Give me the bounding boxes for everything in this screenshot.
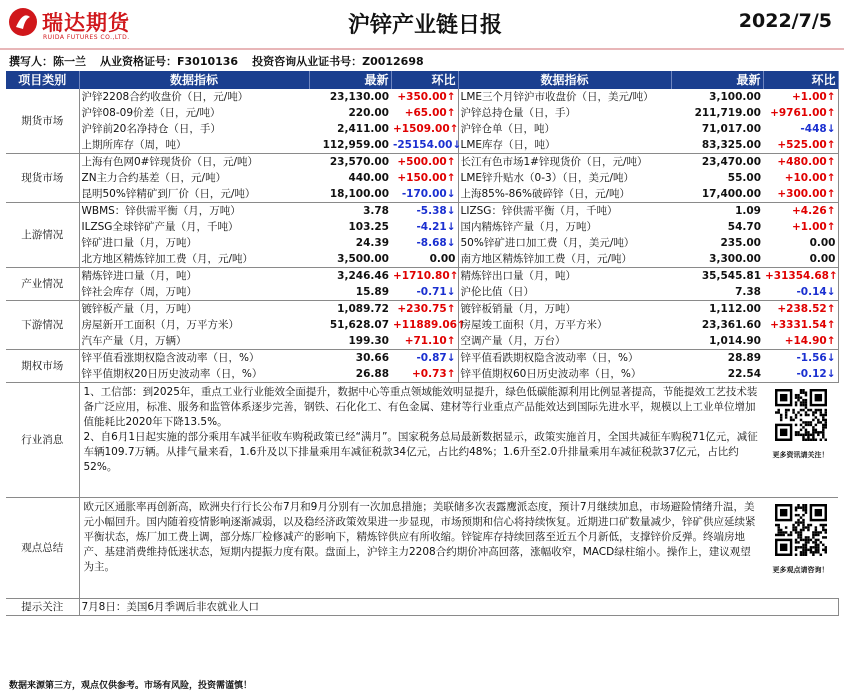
column-header: 最新 [671,71,763,89]
latest-value: 30.66 [355,351,389,364]
report-header [0,0,844,46]
change-value: -8.68↓ [391,235,458,251]
change-value: +150.00↑ [391,170,458,186]
change-value: +350.00↑ [391,89,458,105]
indicator-name: 汽车产量（月，万辆） [79,333,309,350]
table-row [6,203,838,220]
latest-value: 1.09 [735,204,761,217]
change-value: +1710.80↑ [391,268,458,285]
latest-value: 103.25 [348,220,389,233]
industry-news-row [6,383,838,498]
latest-value: 1,014.90 [671,333,763,350]
author-name: 撰写人：陈一兰 [9,55,86,68]
change-value: +71.10↑ [391,333,458,350]
change-value: +525.00↑ [763,137,838,154]
author-consult-cert: 投资咨询从业证书号：Z0012698 [252,55,424,68]
indicator-name: 沪伦比值（日） [458,284,671,301]
indicator-name: 南方地区精炼锌加工费（月，元/吨） [458,251,671,268]
column-header: 环比 [763,71,838,89]
latest-value: 54.70 [727,220,761,233]
table-row [6,121,838,137]
category-cell: 下游情况 [6,301,79,350]
qr-cell [763,383,838,498]
industry-news-text [79,383,763,498]
change-value: -4.21↓ [391,219,458,235]
indicator-name: 镀锌板销量（月，万吨） [460,302,576,315]
qr-code-icon [770,504,832,556]
indicator-name: 空调产量（月，万台） [458,333,671,350]
qr-code-icon [770,389,832,441]
change-value: 0.00 [391,251,458,268]
column-header: 数据指标 [458,71,671,89]
indicator-name: 房屋新开工面积（月，万平方米） [81,318,239,331]
table-row [6,301,838,318]
ruida-logo-icon [8,7,38,37]
latest-value: 1,089.72 [337,302,389,315]
change-value: -0.71↓ [391,284,458,301]
indicator-name: ZN主力合约基差（日，元/吨） [81,171,227,184]
table-row [6,89,838,105]
table-row [6,366,838,383]
indicator-name: 锌平值期权20日历史波动率（日，%） [79,366,309,383]
qr-caption: 更多资讯请关注！ [772,451,829,459]
latest-value: 199.30 [309,333,391,350]
latest-value: 2,411.00 [337,122,389,135]
change-value: -1.56↓ [763,350,838,367]
latest-value: 51,628.07 [329,318,389,331]
latest-value: 3,100.00 [709,90,761,103]
change-value: +65.00↑ [391,105,458,121]
category-cell: 现货市场 [6,154,79,203]
table-row [6,137,838,154]
table-row [6,105,838,121]
change-value: +9761.00↑ [763,105,838,121]
category-cell: 期货市场 [6,89,79,154]
qr-caption: 更多观点请咨询！ [772,566,829,574]
change-value: +0.73↑ [391,366,458,383]
change-value: 0.00 [763,251,838,268]
table-header-row [6,71,838,89]
indicator-name: 锌平值期权60日历史波动率（日，%） [458,366,671,383]
news-item-2: 2、自6月1日起实施的部分乘用车减半征收车购税政策已经“满月”。国家税务总局最新数据显示，政策实施首月，全国共减征车购税71亿元，减征车辆109.7万辆。从排气量来看，1.6升及以下排量乘用车减征税款34亿元，占比约48%；1.6升至2.0升排量乘用车减征税款37亿元，占比约52%。 [83,431,758,473]
latest-value: 235.00 [720,236,761,249]
logo-text-en: RUIDA FUTURES CO.,LTD. [43,34,130,41]
change-value: +11889.06↑ [391,317,458,333]
change-value: -0.14↓ [763,284,838,301]
latest-value: 3.78 [363,204,389,217]
table-row [6,251,838,268]
notice-text: 7月8日：美国6月季调后非农就业人口 [79,599,838,616]
column-header: 环比 [391,71,458,89]
change-value: +238.52↑ [763,301,838,318]
latest-value: 35,545.81 [701,269,761,282]
header-divider [0,48,844,50]
latest-value: 28.89 [727,351,761,364]
indicator-name: WBMS：锌供需平衡（月，万吨） [81,204,241,217]
table-row [6,219,838,235]
change-value: +300.00↑ [763,186,838,203]
latest-value: 220.00 [348,106,389,119]
change-value: -0.87↓ [391,350,458,367]
indicator-name: LME三个月锌沪市收盘价（日，美元/吨） [460,90,654,103]
indicator-name: 沪锌2208合约收盘价（日，元/吨） [81,90,249,103]
indicator-name: 上海85%-86%破碎锌（日，元/吨） [458,186,671,203]
latest-value: 23,130.00 [329,90,389,103]
table-row [6,235,838,251]
notice-row [6,599,838,616]
author-line [9,53,438,69]
table-row [6,350,838,367]
table-row [6,317,838,333]
qr-cell [763,498,838,599]
change-value: +1509.00↑ [391,121,458,137]
latest-value: 3,300.00 [671,251,763,268]
table-row [6,170,838,186]
category-cell: 提示关注 [6,599,79,616]
company-logo [8,6,158,44]
author-cert: 从业资格证号：F3010136 [100,55,239,68]
report-date: 2022/7/5 [738,10,832,32]
latest-value: 15.89 [309,284,391,301]
indicator-name: 锌社会库存（周，万吨） [79,284,309,301]
indicator-name: LME锌升贴水（0-3）（日，美元/吨） [460,171,634,184]
latest-value: 23,361.60 [701,318,761,331]
latest-value: 17,400.00 [671,186,763,203]
column-header: 项目类别 [6,71,79,89]
indicator-name: 沪锌前20名净持仓（日，手） [81,122,221,135]
indicator-name: 长江有色市场1#锌现货价（日，元/吨） [460,155,648,168]
change-value: +4.26↑ [763,203,838,220]
view-summary-row [6,498,838,599]
latest-value: 23,570.00 [329,155,389,168]
column-header: 最新 [309,71,391,89]
latest-value: 440.00 [348,171,389,184]
change-value: -448↓ [763,121,838,137]
change-value: +14.90↑ [763,333,838,350]
indicator-name: LIZSG：锌供需平衡（月，千吨） [460,204,618,217]
indicator-name: 上期所库存（周，吨） [79,137,309,154]
indicator-name: 锌平值看跌期权隐含波动率（日，%） [460,351,639,364]
latest-value: 211,719.00 [694,106,761,119]
change-value: 0.00 [763,235,838,251]
latest-value: 71,017.00 [701,122,761,135]
indicator-name: ILZSG全球锌矿产量（月，千吨） [81,220,239,233]
indicator-name: 精炼锌进口量（月，吨） [81,269,197,282]
indicator-name: 精炼锌出口量（月，吨） [460,269,576,282]
latest-value: 1,112.00 [709,302,761,315]
change-value: +3331.54↑ [763,317,838,333]
report-title: 沪锌产业链日报 [347,13,502,38]
category-cell: 上游情况 [6,203,79,268]
indicator-name: 沪锌08-09价差（日，元/吨） [81,106,221,119]
latest-value: 3,500.00 [309,251,391,268]
table-row [6,154,838,171]
latest-value: 3,246.46 [337,269,389,282]
indicator-name: LME库存（日，吨） [458,137,671,154]
logo-text-cn: 瑞达期货 [42,11,130,35]
data-table [6,71,839,616]
change-value: -5.38↓ [391,203,458,220]
change-value: -25154.00↓ [391,137,458,154]
change-value: +1.00↑ [763,219,838,235]
disclaimer: 数据来源第三方，观点仅供参考。市场有风险，投资需谨慎！ [9,681,253,691]
indicator-name: 沪锌总持仓量（日，手） [460,106,576,119]
change-value: +10.00↑ [763,170,838,186]
change-value: -170.00↓ [391,186,458,203]
table-row [6,284,838,301]
change-value: -0.12↓ [763,366,838,383]
indicator-name: 沪锌仓单（日，吨） [460,122,555,135]
table-row [6,186,838,203]
category-cell: 观点总结 [6,498,79,599]
latest-value: 26.88 [309,366,391,383]
table-row [6,268,838,285]
latest-value: 18,100.00 [309,186,391,203]
latest-value: 112,959.00 [309,137,391,154]
category-cell: 期权市场 [6,350,79,383]
category-cell: 产业情况 [6,268,79,301]
news-item-1: 1、工信部：到2025年，重点工业行业能效全面提升，数据中心等重点领域能效明显提升，绿色低碳能源利用比例显著提高，节能提效工艺技术装备广泛应用，标准、服务和监管体系逐步完善，钢铁、石化化工、有色金属、建材等行业重点产品能效达到国际先进水平，规模以上工业单位增加值能耗比2020年下降13.5%。 [83,386,758,428]
change-value: +31354.68↑ [763,268,838,285]
latest-value: 23,470.00 [701,155,761,168]
indicator-name: 镀锌板产量（月，万吨） [81,302,197,315]
indicator-name: 锌矿进口量（月，万吨） [81,236,197,249]
latest-value: 22.54 [671,366,763,383]
view-summary-text: 欧元区通胀率再创新高，欧洲央行行长公布7月和9月分别有一次加息措施；美联储多次表露鹰派态度，预计7月继续加息，市场避险情绪升温，美元小幅回升。国内随着疫情影响逐渐减弱，以及稳经济政策效果进一步显现，市场预期和信心将持续恢复。近期进口矿数量减少，锌矿供应延续紧平衡状态，炼厂加工费上调，部分炼厂检修减产的影响下，精炼锌供应有所收缩。锌锭库存持续回落至近五个月新低，支撑锌价反弹。终端房地产、基建消费维持低迷状态，短期内提振力度有限。盘面上，沪锌主力2208合约期价冲高回落，涨幅收窄，MACD绿柱缩小。操作上，建议观望为主。 [79,498,763,599]
latest-value: 7.38 [671,284,763,301]
indicator-name: 房屋竣工面积（月，万平方米） [460,318,608,331]
latest-value: 55.00 [727,171,761,184]
change-value: +500.00↑ [391,154,458,171]
change-value: +230.75↑ [391,301,458,318]
latest-value: 83,325.00 [671,137,763,154]
indicator-name: 锌平值看涨期权隐含波动率（日，%） [81,351,260,364]
indicator-name: 上海有色网0#锌现货价（日，元/吨） [81,155,259,168]
indicator-name: 国内精炼锌产量（月，万吨） [460,220,597,233]
change-value: +480.00↑ [763,154,838,171]
change-value: +1.00↑ [763,89,838,105]
indicator-name: 昆明50%锌精矿到厂价（日，元/吨） [79,186,309,203]
column-header: 数据指标 [79,71,309,89]
category-cell: 行业消息 [6,383,79,498]
latest-value: 24.39 [355,236,389,249]
indicator-name: 50%锌矿进口加工费（月，美元/吨） [460,236,635,249]
indicator-name: 北方地区精炼锌加工费（月，元/吨） [79,251,309,268]
table-row [6,333,838,350]
